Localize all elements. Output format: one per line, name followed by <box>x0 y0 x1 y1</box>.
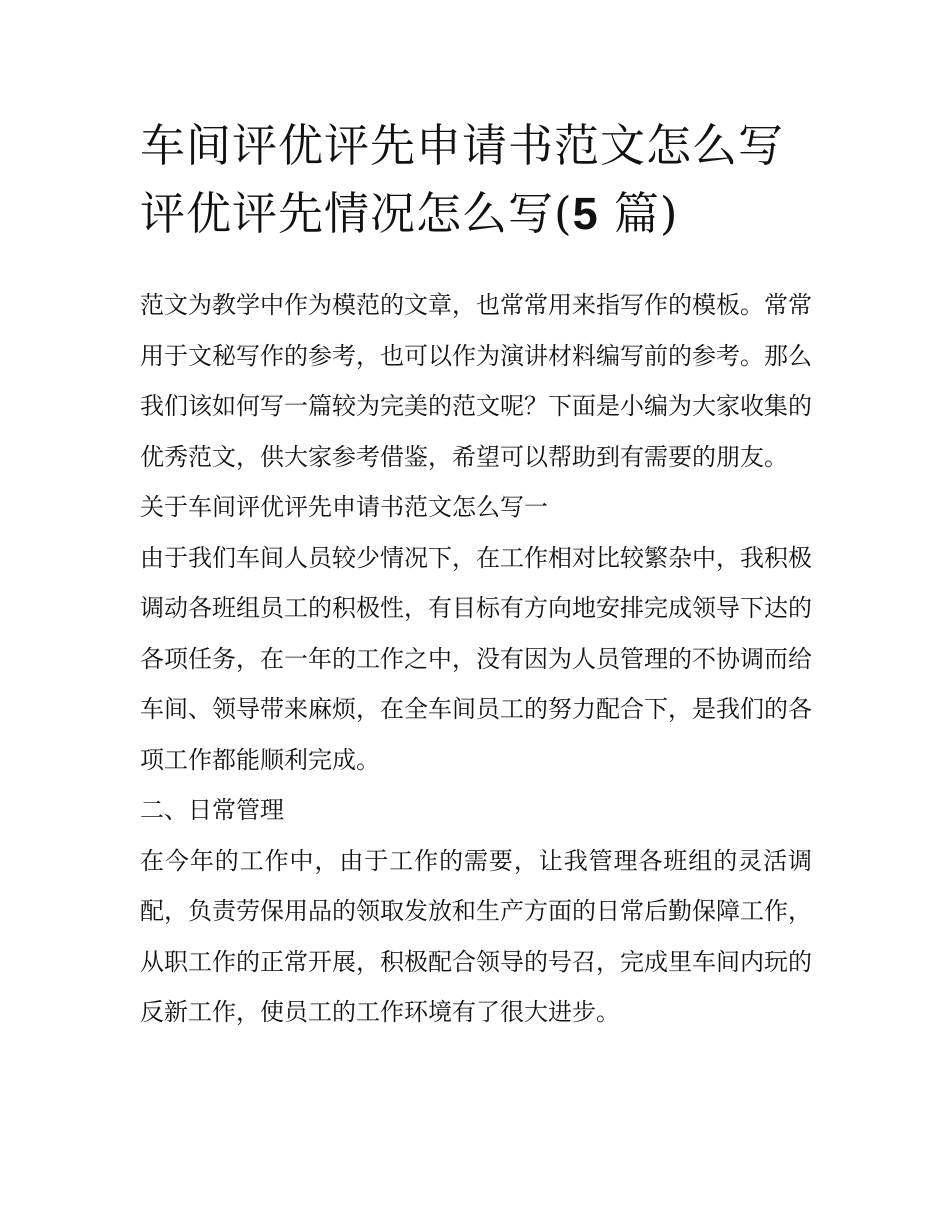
title-end: 篇) <box>598 187 679 240</box>
document-body <box>140 280 812 1038</box>
intro-paragraph: 范文为教学中作为模范的文章，也常常用来指写作的模板。常常用于文秘写作的参考，也可以作为演讲材料编写前的参考。那么我们该如何写一篇较为完美的范文呢？下面是小编为大家收集的优秀范文，供大家参考借鉴，希望可以帮助到有需要的朋友。 <box>140 291 812 471</box>
document-title <box>140 112 820 248</box>
title-count: 5 <box>572 188 599 239</box>
section-heading-2: 二、日常管理 <box>140 796 284 824</box>
title-main: 车间评优评先申请书范文怎么写 评优评先情况怎么写( <box>140 119 785 240</box>
section-paragraph-1: 由于我们车间人员较少情况下，在工作相对比较繁杂中，我积极调动各班组员工的积极性，有目标有方向地安排完成领导下达的各项任务，在一年的工作之中，没有因为人员管理的不协调而给车间、领导带来麻烦，在全车间员工的努力配合下，是我们的各项工作都能顺利完成。 <box>140 543 812 774</box>
section-paragraph-2: 在今年的工作中，由于工作的需要，让我管理各班组的灵活调配，负责劳保用品的领取发放和生产方面的日常后勤保障工作，从职工作的正常开展，积极配合领导的号召，完成里车间内玩的反新工作，使员工的工作环境有了很大进步。 <box>140 846 812 1026</box>
section-heading-1: 关于车间评优评先申请书范文怎么写一 <box>140 493 548 521</box>
